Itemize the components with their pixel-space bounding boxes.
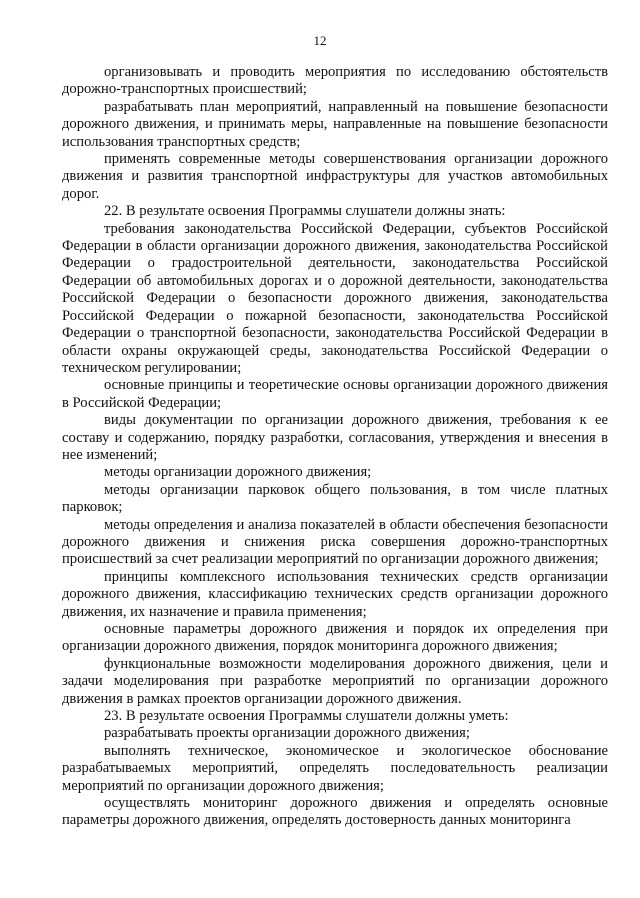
document-body: [62, 64, 608, 830]
paragraph: разрабатывать проекты организации дорожного движения;: [104, 725, 470, 742]
page-number: 12: [313, 33, 327, 48]
paragraph: виды документации по организации дорожного движения, требования к ее составу и содержанию, порядку разработки, согласования, утверждения и внесения в нее изменений;: [62, 412, 608, 463]
paragraph: основные принципы и теоретические основы организации дорожного движения в Российской Федерации;: [62, 377, 608, 411]
paragraph: разрабатывать план мероприятий, направленный на повышение безопасности дорожного движения, и принимать меры, направленные на повышение безопасности использования транспортных средств;: [62, 98, 608, 150]
paragraph: принципы комплексного использования технических средств организации дорожного движения, классификацию технических средств организации дорожного движения, их назначение и правила применения;: [62, 568, 608, 620]
paragraph: организовывать и проводить мероприятия по исследованию обстоятельств дорожно-транспортных происшествий;: [62, 64, 608, 98]
paragraph: применять современные методы совершенствования организации дорожного движения и развития транспортной инфраструктуры для участков автомобильных дорог.: [62, 151, 608, 202]
paragraph: выполнять техническое, экономическое и экологическое обоснование разрабатываемых мероприятий, определять последовательность реализации мероприятий по организации дорожного движения;: [62, 742, 608, 794]
paragraph: методы определения и анализа показателей в области обеспечения безопасности дорожного движения и снижения риска совершения дорожно-транспортных происшествий за счет реализации мероприятий по организации дорожного движения;: [62, 516, 608, 568]
paragraph: функциональные возможности моделирования дорожного движения, цели и задачи моделирования при разработке мероприятий по организации дорожного движения в рамках проектов организации дорожного движения.: [62, 655, 608, 707]
section-heading: 22. В результате освоения Программы слушатели должны знать:: [104, 203, 506, 220]
paragraph: методы организации парковок общего пользования, в том числе платных парковок;: [62, 481, 608, 516]
section-heading: 23. В результате освоения Программы слушатели должны уметь:: [104, 708, 509, 725]
paragraph: методы организации дорожного движения;: [104, 464, 372, 481]
paragraph: основные параметры дорожного движения и порядок их определения при организации дорожного движения, порядок мониторинга дорожного движения;: [62, 621, 608, 655]
paragraph: требования законодательства Российской Федерации, субъектов Российской Федерации в области организации дорожного движения, законодательства Российской Федерации о градостроительной деятельности, законодательства Российской Федерации об автомобильных дорогах и о дорожной деятельности, законодательства Российской Федерации о безопасности дорожного движения, законодательства Российской Федерации о пожарной безопасности, законодательства Российской Федерации о транспортной безопасности, законодательства Российской Федерации в области охраны окружающей среды, законодательства Российской Федерации о техническом регулировании;: [62, 220, 608, 376]
paragraph: осуществлять мониторинг дорожного движения и определять основные параметры дорожного движения, определять достоверность данных мониторинга: [62, 795, 608, 829]
